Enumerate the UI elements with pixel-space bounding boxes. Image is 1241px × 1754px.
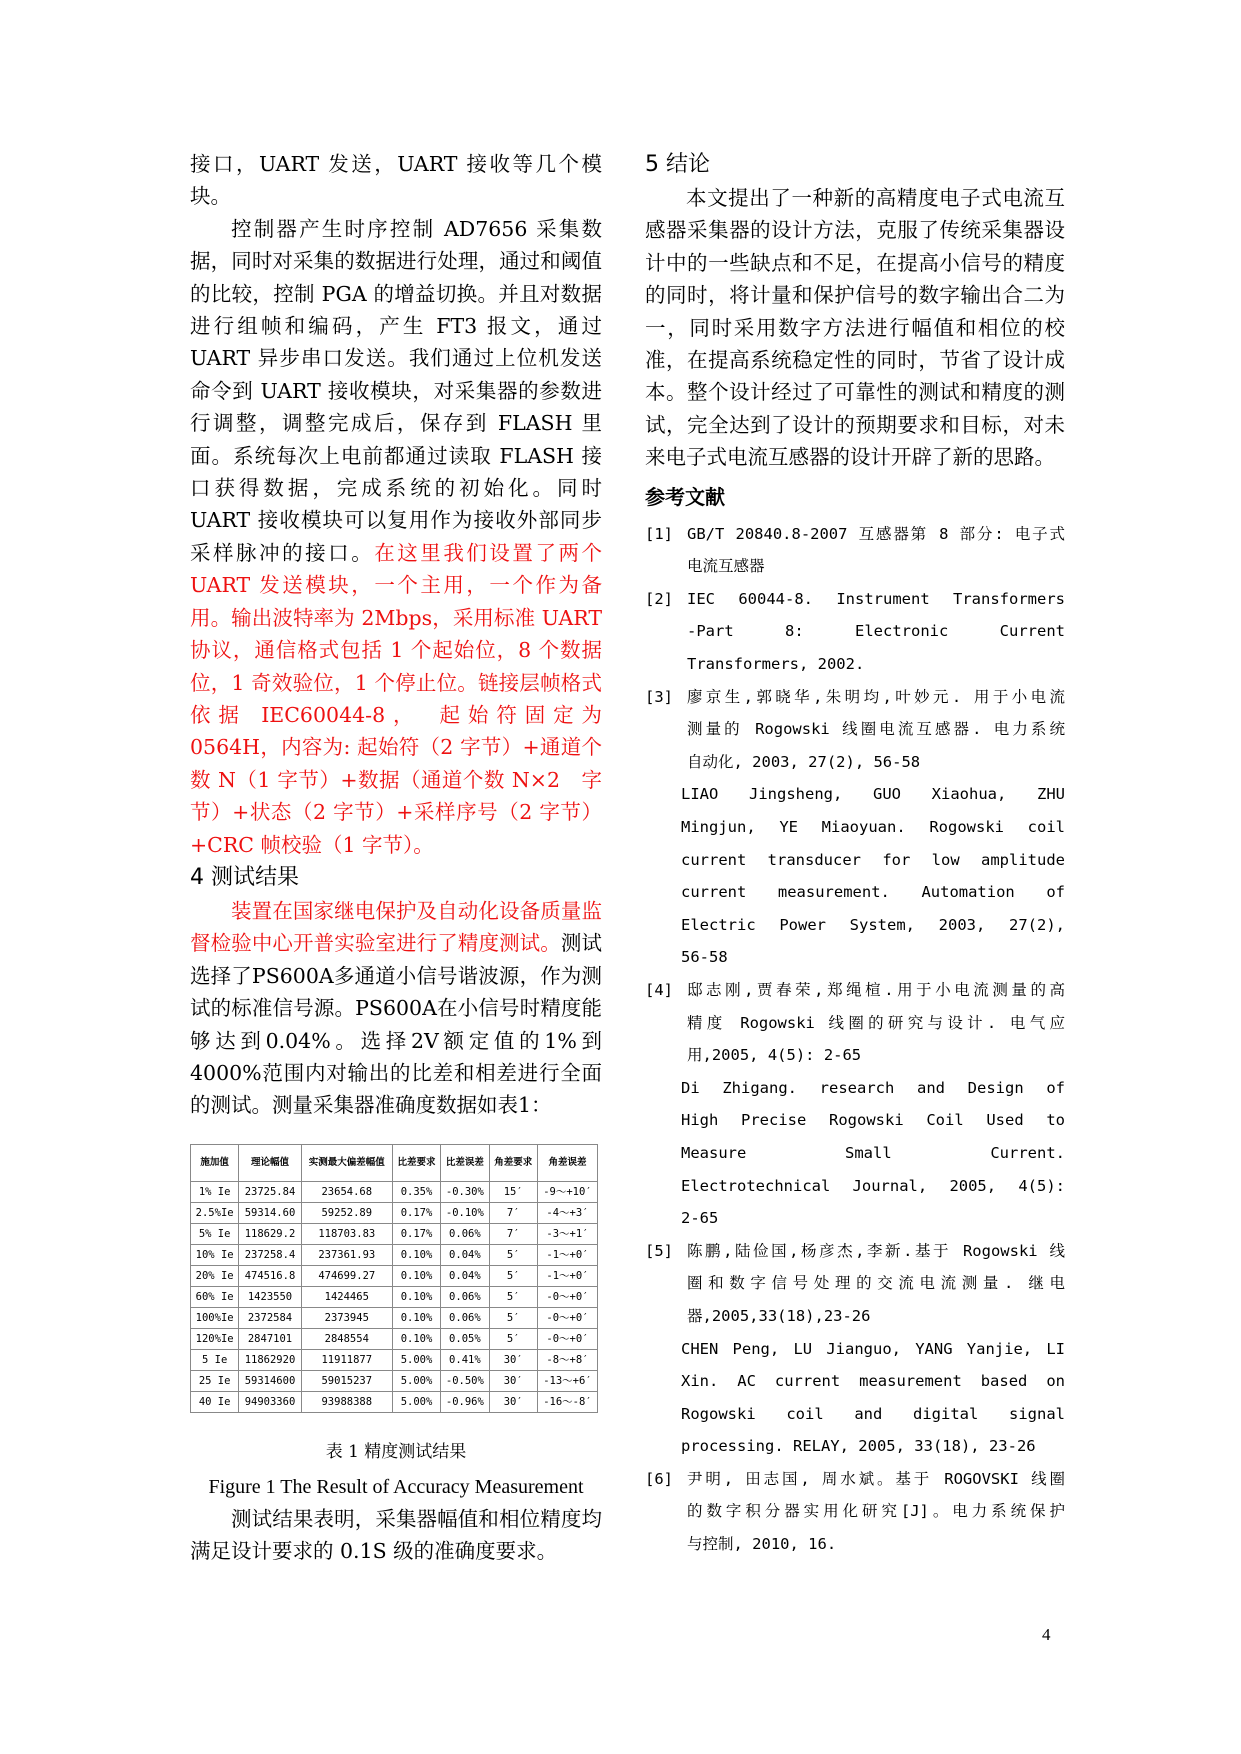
table-row	[191, 1244, 598, 1265]
table-cell: 10% Ie	[191, 1244, 239, 1265]
table-cell: 237361.93	[301, 1244, 392, 1265]
table-cell: 1% Ie	[191, 1181, 239, 1202]
left-column	[190, 148, 602, 1568]
table-cell: 0.05%	[441, 1328, 489, 1349]
table-cell: 2847101	[239, 1328, 301, 1349]
table-row	[191, 1328, 598, 1349]
table-cell: 5′	[489, 1307, 537, 1328]
reference-item	[645, 1463, 1065, 1561]
table-cell: 59314.60	[239, 1202, 301, 1223]
reference-line: 圈和数字信号处理的交流电流测量. 继电	[687, 1274, 1065, 1293]
table-header-cell: 比差要求	[392, 1144, 440, 1181]
table-cell: 20% Ie	[191, 1265, 239, 1286]
reference-line: -Part 8: Electronic Current	[687, 622, 1065, 641]
table-cell: 30′	[489, 1370, 537, 1391]
table-cell: 2372584	[239, 1307, 301, 1328]
table-cell: 1424465	[301, 1286, 392, 1307]
table-cell: -13～+6′	[537, 1370, 597, 1391]
reference-line: High Precise Rogowski Coil Used to	[681, 1111, 1065, 1130]
table-cell: 59252.89	[301, 1202, 392, 1223]
table-cell: 474699.27	[301, 1265, 392, 1286]
table-header-cell: 实测最大偏差幅值	[301, 1144, 392, 1181]
reference-line: Di Zhigang. research and Design of	[681, 1078, 1065, 1097]
reference-line: Rogowski coil and digital signal	[681, 1404, 1065, 1423]
reference-number: [4]	[645, 980, 673, 999]
table-cell: 7′	[489, 1223, 537, 1244]
table-cell: 5′	[489, 1265, 537, 1286]
table-cell: 2373945	[301, 1307, 392, 1328]
reference-number: [3]	[645, 687, 673, 706]
reference-line: 56-58	[681, 948, 728, 967]
body-paragraph: 本文提出了一种新的高精度电子式电流互感器采集器的设计方法，克服了传统采集器设计中的一些缺点和不足，在提高小信号的精度的同时，将计量和保护信号的数字输出合二为一，同时采用数字方法进行幅值和相位的校准，在提高系统稳定性的同时，节省了设计成本。整个设计经过了可靠性的测试和精度的测试，完全达到了设计的预期要求和目标，对未来电子式电流互感器的设计开辟了新的思路。	[645, 186, 1065, 470]
table-header-cell: 角差误差	[537, 1144, 597, 1181]
reference-line: Electric Power System, 2003, 27(2),	[681, 915, 1065, 934]
table-cell: 0.06%	[441, 1223, 489, 1244]
table-row	[191, 1349, 598, 1370]
references-heading: 参考文献	[645, 484, 725, 509]
table-cell: -0.30%	[441, 1181, 489, 1202]
body-paragraph: 测试结果表明，采集器幅值和相位精度均满足设计要求的 0.1S 级的准确度要求。	[190, 1506, 602, 1564]
reference-line: current transducer for low amplitude	[681, 850, 1065, 869]
table-cell: 30′	[489, 1349, 537, 1370]
table-cell: -16～-8′	[537, 1391, 597, 1412]
body-text: 控制器产生时序控制 AD7656 采集数据，同时对采集的数据进行处理，通过和阈值的比较，控制 PGA 的增益切换。并且对数据进行组帧和编码，产生 FT3 报文，通过 UART 异步串口发送。我们通过上位机发送命令到 UART 接收模块，对采集器的参数进行调整，调整完成后，保存到 FLASH 里面。系统每次上电前都通过读取 FLASH 接口获得数据，完成系统的初始化。同时 UART 接收模块可以复用作为接收外部同步采样脉冲的接口。	[190, 216, 602, 565]
body-text: 测试选择了PS600A多通道小信号谐波源，作为测试的标准信号源。PS600A在小信号时精度能够达到0.04%。选择2V额定值的1%到4000%范围内对输出的比差和相差进行全面的测试。测量采集器准确度数据如表1：	[190, 931, 603, 1118]
table-row	[191, 1223, 598, 1244]
reference-line: GB/T 20840.8-2007 互感器第 8 部分: 电子式	[687, 524, 1065, 543]
table-cell: 11862920	[239, 1349, 301, 1370]
reference-line: Measure Small Current.	[681, 1143, 1065, 1162]
table-cell: 60% Ie	[191, 1286, 239, 1307]
table-row	[191, 1286, 598, 1307]
table-cell: 0.10%	[392, 1307, 440, 1328]
reference-item	[645, 681, 1065, 779]
right-column	[645, 148, 1065, 1561]
table-cell: 5.00%	[392, 1370, 440, 1391]
table-row	[191, 1307, 598, 1328]
reference-translation	[645, 778, 1065, 974]
highlighted-text: 装置在国家继电保护及自动化设备质量监督检验中心开普实验室进行了精度测试。	[190, 898, 602, 956]
body-paragraph	[190, 213, 602, 861]
table-cell: 59314600	[239, 1370, 301, 1391]
table-cell: 5′	[489, 1286, 537, 1307]
table-cell: 100%Ie	[191, 1307, 239, 1328]
reference-translation	[645, 1333, 1065, 1463]
table-cell: 474516.8	[239, 1265, 301, 1286]
reference-item	[645, 518, 1065, 583]
table-cell: -1～+0′	[537, 1265, 597, 1286]
body-paragraph: 接口，UART 发送，UART 接收等几个模块。	[190, 152, 602, 209]
table-row	[191, 1391, 598, 1412]
reference-item	[645, 1235, 1065, 1333]
table-cell: -8～+8′	[537, 1349, 597, 1370]
table-cell: 0.06%	[441, 1307, 489, 1328]
table-cell: -0.50%	[441, 1370, 489, 1391]
section-heading: 4 测试结果	[190, 864, 299, 890]
table-row	[191, 1265, 598, 1286]
table-caption-en: Figure 1 The Result of Accuracy Measurement	[208, 1475, 584, 1498]
table-cell: -0～+0′	[537, 1307, 597, 1328]
table-cell: 0.41%	[441, 1349, 489, 1370]
reference-line: 用,2005, 4(5): 2-65	[687, 1046, 862, 1065]
reference-line: 邸志刚,贾春荣,郑绳楦.用于小电流测量的高	[687, 980, 1065, 999]
reference-translation	[645, 1072, 1065, 1235]
table-cell: 23654.68	[301, 1181, 392, 1202]
table-cell: 23725.84	[239, 1181, 301, 1202]
table-cell: 118629.2	[239, 1223, 301, 1244]
table-cell: -0.10%	[441, 1202, 489, 1223]
table-cell: -4～+3′	[537, 1202, 597, 1223]
table-cell: 7′	[489, 1202, 537, 1223]
table-cell: 94903360	[239, 1391, 301, 1412]
table-cell: 0.10%	[392, 1286, 440, 1307]
table-header-cell: 施加值	[191, 1144, 239, 1181]
table-cell: 0.04%	[441, 1265, 489, 1286]
table-cell: 59015237	[301, 1370, 392, 1391]
table-header-row	[191, 1144, 598, 1181]
reference-line: processing. RELAY, 2005, 33(18), 23-26	[681, 1437, 1036, 1456]
table-header-cell: 角差要求	[489, 1144, 537, 1181]
table-caption-cn: 表 1 精度测试结果	[325, 1441, 467, 1462]
reference-number: [2]	[645, 589, 673, 608]
reference-line: 廖京生,郭晓华,朱明均,叶妙元. 用于小电流	[687, 687, 1065, 706]
table-header-cell: 比差误差	[441, 1144, 489, 1181]
table-cell: 0.17%	[392, 1202, 440, 1223]
reference-line: 与控制, 2010, 16.	[687, 1535, 837, 1554]
reference-line: CHEN Peng, LU Jianguo, YANG Yanjie, LI	[681, 1339, 1065, 1358]
reference-line: 电流互感器	[687, 557, 765, 576]
accuracy-table	[190, 1144, 598, 1413]
reference-line: 的数字积分器实用化研究[J]。电力系统保护	[687, 1502, 1065, 1521]
body-paragraph	[190, 895, 602, 1122]
table-cell: 237258.4	[239, 1244, 301, 1265]
reference-number: [6]	[645, 1469, 673, 1488]
table-cell: 0.06%	[441, 1286, 489, 1307]
table-cell: 0.04%	[441, 1244, 489, 1265]
table-cell: 5.00%	[392, 1349, 440, 1370]
table-cell: -0～+0′	[537, 1328, 597, 1349]
table-cell: 0.10%	[392, 1328, 440, 1349]
table-row	[191, 1181, 598, 1202]
table-body	[191, 1181, 598, 1412]
table-cell: 40 Ie	[191, 1391, 239, 1412]
reference-number: [5]	[645, 1241, 673, 1260]
reference-line: 器,2005,33(18),23-26	[687, 1306, 871, 1325]
reference-line: current measurement. Automation of	[681, 883, 1065, 902]
table-cell: 5′	[489, 1328, 537, 1349]
reference-line: 自动化, 2003, 27(2), 56-58	[687, 752, 921, 771]
table-cell: -0.96%	[441, 1391, 489, 1412]
table-cell: -9～+10′	[537, 1181, 597, 1202]
table-cell: 5% Ie	[191, 1223, 239, 1244]
table-cell: 25 Ie	[191, 1370, 239, 1391]
table-cell: 5′	[489, 1244, 537, 1265]
reference-list	[645, 518, 1065, 1561]
reference-line: 精度 Rogowski 线圈的研究与设计. 电气应	[687, 1013, 1065, 1032]
table-row	[191, 1370, 598, 1391]
reference-number: [1]	[645, 524, 673, 543]
reference-line: Xin. AC current measurement based on	[681, 1372, 1065, 1391]
table-cell: 120%Ie	[191, 1328, 239, 1349]
section-heading: 5 结论	[645, 152, 710, 177]
reference-item	[645, 583, 1065, 681]
table-cell: 2.5%Ie	[191, 1202, 239, 1223]
table-cell: -1～+0′	[537, 1244, 597, 1265]
table-cell: 0.10%	[392, 1244, 440, 1265]
table-cell: 118703.83	[301, 1223, 392, 1244]
table-row	[191, 1202, 598, 1223]
reference-line: Mingjun, YE Miaoyuan. Rogowski coil	[681, 818, 1065, 836]
table-cell: 11911877	[301, 1349, 392, 1370]
reference-item	[645, 974, 1065, 1072]
table-header-cell: 理论幅值	[239, 1144, 301, 1181]
reference-line: 尹明, 田志国, 周水斌。基于 ROGOVSKI 线圈	[687, 1469, 1065, 1488]
reference-line: 陈鹏,陆俭国,杨彦杰,李新.基于 Rogowski 线	[687, 1241, 1065, 1260]
reference-line: IEC 60044-8. Instrument Transformers	[687, 589, 1065, 608]
reference-line: 2-65	[681, 1209, 719, 1228]
table-cell: -0～+0′	[537, 1286, 597, 1307]
table-cell: 30′	[489, 1391, 537, 1412]
table-cell: 2848554	[301, 1328, 392, 1349]
reference-line: Electrotechnical Journal, 2005, 4(5):	[681, 1176, 1065, 1195]
table-cell: 5.00%	[392, 1391, 440, 1412]
table-cell: 0.10%	[392, 1265, 440, 1286]
table-cell: 0.35%	[392, 1181, 440, 1202]
reference-line: 测量的 Rogowski 线圈电流互感器. 电力系统	[687, 720, 1065, 739]
table-cell: -3～+1′	[537, 1223, 597, 1244]
table-cell: 0.17%	[392, 1223, 440, 1244]
table-cell: 5 Ie	[191, 1349, 239, 1370]
table-cell: 1423550	[239, 1286, 301, 1307]
reference-line: LIAO Jingsheng, GUO Xiaohua, ZHU	[681, 785, 1065, 804]
highlighted-text: 在这里我们设置了两个 UART 发送模块，一个主用，一个作为备用。输出波特率为 2Mbps，采用标准 UART 协议，通信格式包括 1 个起始位，8 个数据位，1 奇效验位，1 个停止位。链接层帧格式依据 IEC60044-8， 起始符固定为 0564H，内容为: 起始符（2 字节）+通道个数 N（1 字节）+数据（通道个数 N×2 字节）+状态（2 字节）+采样序号（2 字节）+CRC 帧校验（1 字节）。	[190, 540, 603, 857]
page-number: 4	[1042, 1625, 1051, 1644]
reference-line: Transformers, 2002.	[687, 655, 865, 674]
table-cell: 15′	[489, 1181, 537, 1202]
table-cell: 93988388	[301, 1391, 392, 1412]
